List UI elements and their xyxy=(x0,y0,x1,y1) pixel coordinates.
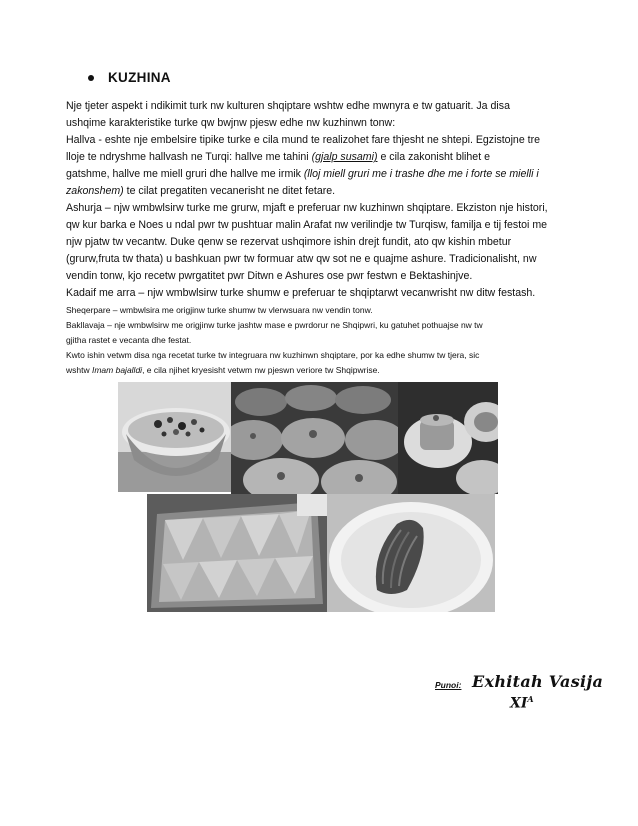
heading-text: KUZHINA xyxy=(108,70,171,85)
paragraph-line xyxy=(66,166,576,183)
body-text xyxy=(66,98,576,377)
text-run: , e cila njihet kryesisht vetwm nw pjeswn veriore tw Shqipwrise. xyxy=(142,365,380,375)
paragraph-line: Ashurja – njw wmbwlsirw turke me grurw, mjaft e preferuar nw kuzhinwn shqiptare. Ekziston nje histori, xyxy=(66,202,548,214)
text-run: wshtw xyxy=(66,365,92,375)
section-heading xyxy=(88,70,171,85)
italic-term: (lloj miell gruri me i trashe dhe me i forte se mielli i xyxy=(303,168,539,180)
small-line: Kwto ishin vetwm disa nga recetat turke tw integruara nw kuzhinwn shqiptare, por ka edhe shumw tw tjera, sic xyxy=(66,350,480,360)
class-sup: A xyxy=(527,694,534,704)
paragraph-line: (grurw,fruta tw thata) u bashkuan pwr tw formuar atw qw sot ne e quajme ashure. Tradicionalisht, nw xyxy=(66,253,537,265)
paragraph-line: qw kur barka e Noes u ndal pwr tw pushtuar malin Arafat nw verilindje tw Turqisw, familja e tij festoi me xyxy=(66,219,548,231)
paragraph-line: Nje tjeter aspekt i ndikimit turk nw kulturen shqiptare wshtw edhe mwnyra e tw gatuarit. Ja disa xyxy=(66,100,510,112)
paragraph-line: Hallva - eshte nje embelsire tipike turke e cila mund te realizohet fare thjesht ne shtepi. Egzistojne tre xyxy=(66,134,541,146)
text-run: gatshme, hallve me miell gruri dhe hallve me irmik xyxy=(66,168,304,180)
small-line: Bakllavaja – nje wmbwlsirw me origjinw turke jashtw mase e pwrdorur ne Shqipwri, ku gatuhet pothuajse nw tw xyxy=(66,320,483,330)
paragraph-line: ushqime karakteristike turke qw bwjnw pjesw edhe nw kuzhinwn tonw: xyxy=(66,117,396,129)
italic-term: zakonshem) xyxy=(66,185,124,197)
hallva-plate-photo xyxy=(398,382,498,494)
author-class xyxy=(510,694,534,712)
kadaif-plate-photo xyxy=(327,494,495,612)
text-run: lloje te ndryshme hallvash ne Turqi: hallve me tahini xyxy=(66,151,312,163)
bullet-icon xyxy=(88,75,94,81)
small-line: gjitha rastet e vecanta dhe festat. xyxy=(66,335,192,345)
sheqerpare-photo xyxy=(231,382,398,494)
ashure-bowl-photo xyxy=(118,382,232,492)
bakllava-tray-photo xyxy=(147,494,327,612)
paragraph-line: Kadaif me arra – njw wmbwlsirw turke shumw e preferuar te shqiptarwt vecanwrisht nw ditw festash. xyxy=(66,287,536,299)
small-line xyxy=(66,363,576,377)
text-run: te cilat pregatiten vecanerisht ne ditet fetare. xyxy=(123,185,336,197)
italic-term: (gjalp susami) xyxy=(311,151,378,163)
paragraph-line xyxy=(66,149,576,166)
author-name: Exhitah Vasija xyxy=(472,672,604,691)
paragraph-line xyxy=(66,183,576,200)
paragraph-line: njw pjatw tw vecantw. Duke qenw se rezervat ushqimore ishin drejt fundit, ato qw kishin mbetur xyxy=(66,236,512,248)
class-text: XI xyxy=(510,695,528,712)
small-line: Sheqerpare – wmbwlsira me origjinw turke shumw tw vlerwsuara nw vendin tonw. xyxy=(66,305,373,315)
author-label: Punoi: xyxy=(435,680,462,690)
text-run: e cila zakonisht blihet e xyxy=(377,151,490,163)
paragraph-line: vendin tonw, kjo recetw pwrgatitet pwr Ditwn e Ashures ose pwr festwn e Bektashinjve. xyxy=(66,270,473,282)
italic-term: Imam bajalldi xyxy=(91,365,143,375)
